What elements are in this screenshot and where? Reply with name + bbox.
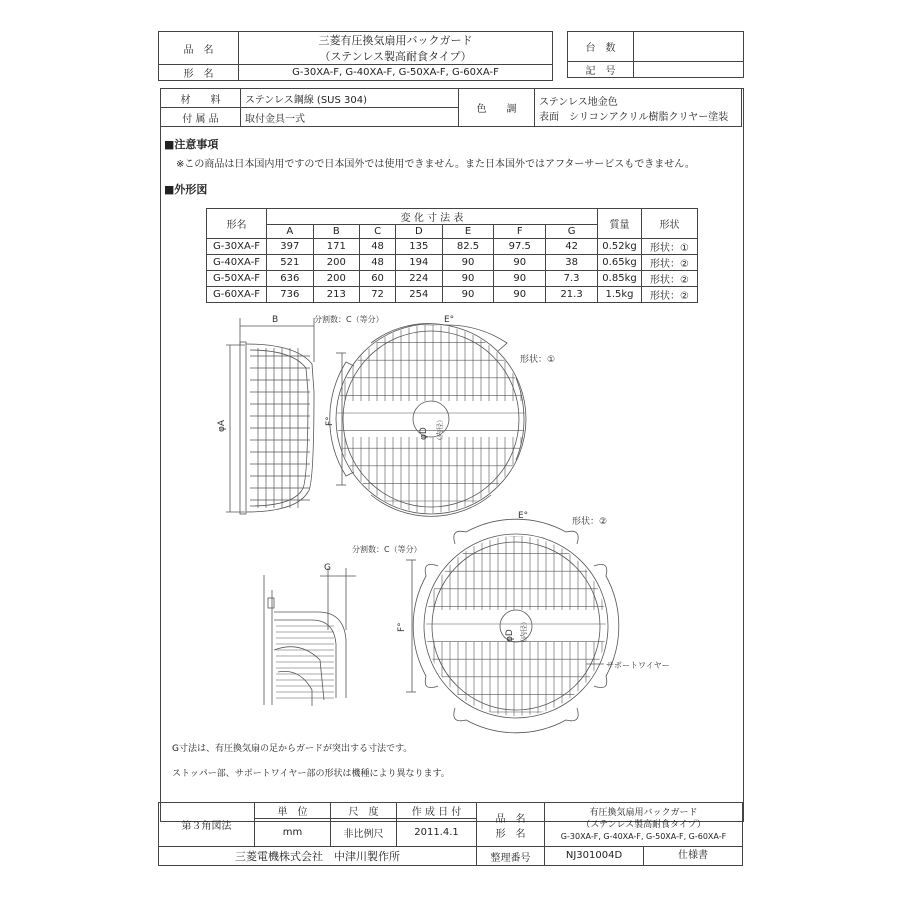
dim-value-cell: 736	[267, 287, 314, 303]
note-stopper: ストッパー部、サポートワイヤー部の形状は機種により異なります。	[172, 769, 450, 779]
name-value-line2: （ステンレス製高耐食タイプ）	[319, 50, 472, 63]
dim-col-header: C	[360, 225, 396, 239]
dim-value-cell: 7.3	[546, 271, 598, 287]
dim-value-cell: 97.5	[494, 239, 546, 255]
footer-model-label: 形 名	[495, 828, 526, 840]
footer-name-value	[545, 803, 743, 847]
center-d-2: φD	[505, 629, 515, 642]
ref-label: 整理番号	[477, 847, 545, 866]
model-label: 形 名	[159, 65, 239, 81]
division-label-1: 分割数：C（等分）	[314, 315, 384, 324]
dim-shape-cell: 形状：②	[642, 271, 698, 287]
dim-shape-cell: 形状：②	[642, 255, 698, 271]
color-value-line2: 表面 シリコンアクリル樹脂クリヤー塗装	[539, 111, 729, 123]
dim-value-cell: 42	[546, 239, 598, 255]
footer-name-model-labels	[477, 803, 545, 847]
date-value: 2011.4.1	[397, 819, 477, 847]
color-label: 色 調	[459, 89, 535, 127]
shape1-label: 形状：①	[520, 355, 556, 365]
note-g: G寸法は、有圧換気扇の足からガードが突出する寸法です。	[172, 744, 413, 754]
dim-f-label-2: F°	[397, 622, 407, 632]
dim-value-cell: 60	[360, 271, 396, 287]
notice-text: ※この商品は日本国内用ですので日本国外では使用できません。また日本国外ではアフターサービスもできません。	[176, 159, 695, 170]
dim-value-cell: 224	[396, 271, 443, 287]
dim-b-label: B	[272, 315, 279, 325]
division-label-2: 分割数：C（等分）	[352, 545, 422, 554]
notice-heading: ■注意事項	[164, 138, 219, 151]
accessory-label: 付 属 品	[161, 108, 241, 127]
footer-name-line2: （ステンレス製高耐食タイプ）	[581, 819, 706, 830]
dim-value-cell: 521	[267, 255, 314, 271]
dim-model-cell: G-60XA-F	[207, 287, 267, 303]
dim-value-cell: 90	[442, 271, 494, 287]
dim-value-cell: 82.5	[442, 239, 494, 255]
dim-value-cell: 48	[360, 239, 396, 255]
qty-label: 台 数	[568, 32, 634, 62]
dim-value-cell: 194	[396, 255, 443, 271]
front-view-2	[406, 519, 619, 733]
dim-col-header: F	[494, 225, 546, 239]
dim-value-cell: 90	[494, 287, 546, 303]
outline-heading: ■外形図	[164, 183, 208, 196]
dim-value-cell: 397	[267, 239, 314, 255]
center-inner-1: （内径）	[436, 416, 444, 444]
dim-value-cell: 90	[442, 287, 494, 303]
dim-value-cell: 90	[442, 255, 494, 271]
name-label: 品 名	[159, 32, 239, 65]
dim-shape-header: 形状	[642, 209, 698, 239]
dim-mass-cell: 0.85kg	[598, 271, 642, 287]
footer-name-line3: G-30XA-F, G-40XA-F, G-50XA-F, G-60XA-F	[560, 831, 727, 841]
unit-label: 単 位	[255, 803, 331, 819]
dim-mass-header: 質量	[598, 209, 642, 239]
material-value: ステンレス鋼線 (SUS 304)	[241, 89, 459, 108]
dim-value-cell: 171	[313, 239, 360, 255]
scale-label: 尺 度	[331, 803, 397, 819]
footer-table	[158, 802, 743, 866]
doc-type: 仕様書	[678, 850, 708, 861]
material-label: 材 料	[161, 89, 241, 108]
dim-value-cell: 200	[313, 271, 360, 287]
scale-value: 非比例尺	[331, 819, 397, 847]
dim-value-cell: 636	[267, 271, 314, 287]
projection: 第３角図法	[159, 803, 255, 847]
dim-value-cell: 254	[396, 287, 443, 303]
dim-value-cell: 21.3	[546, 287, 598, 303]
center-d-1: φD	[419, 427, 429, 440]
dim-col-header: D	[396, 225, 443, 239]
support-wire-label: サポートワイヤー	[606, 661, 670, 670]
color-value-line1: ステンレス地金色	[539, 96, 618, 108]
dim-a-label: φA	[217, 419, 227, 432]
dim-group-header: 変 化 寸 法 表	[267, 209, 598, 225]
dim-value-cell: 90	[494, 271, 546, 287]
dim-e-label-1: E°	[444, 315, 455, 325]
accessory-value: 取付金具一式	[241, 108, 459, 127]
dim-f-label-1: F°	[325, 416, 335, 426]
dim-value-cell: 72	[360, 287, 396, 303]
dim-col-header: G	[546, 225, 598, 239]
dim-value-cell: 38	[546, 255, 598, 271]
dim-model-header: 形名	[207, 209, 267, 239]
company: 三菱電機株式会社 中津川製作所	[159, 847, 477, 866]
dim-value-cell: 200	[313, 255, 360, 271]
dim-mass-cell: 1.5kg	[598, 287, 642, 303]
footer-name-line1: 有圧換気扇用バックガード	[589, 807, 698, 818]
dim-value-cell: 90	[494, 255, 546, 271]
ref-row	[545, 847, 743, 866]
mark-label: 記 号	[568, 62, 634, 78]
dim-model-cell: G-30XA-F	[207, 239, 267, 255]
side-view-2	[264, 568, 356, 706]
center-inner-2: （内径）	[520, 618, 528, 646]
unit-value: mm	[255, 819, 331, 847]
name-value-line1: 三菱有圧換気扇用バックガード	[318, 34, 473, 47]
footer-name-label: 品 名	[495, 813, 526, 825]
dim-shape-cell: 形状：①	[642, 239, 698, 255]
dim-col-header: A	[267, 225, 314, 239]
dim-value-cell: 135	[396, 239, 443, 255]
front-view-1	[330, 324, 526, 517]
dim-col-header: B	[313, 225, 360, 239]
dim-col-header: E	[442, 225, 494, 239]
shape2-label: 形状：②	[572, 517, 608, 527]
dim-model-cell: G-40XA-F	[207, 255, 267, 271]
dim-value-cell: 48	[360, 255, 396, 271]
ref-value: NJ301004D	[545, 847, 644, 865]
dim-value-cell: 213	[313, 287, 360, 303]
date-label: 作 成 日 付	[397, 803, 477, 819]
dim-shape-cell: 形状：②	[642, 287, 698, 303]
dim-e-label-2: E°	[518, 511, 529, 521]
dim-g-label: G	[324, 563, 331, 573]
dim-model-cell: G-50XA-F	[207, 271, 267, 287]
model-value: G-30XA-F, G-40XA-F, G-50XA-F, G-60XA-F	[239, 65, 553, 81]
dim-mass-cell: 0.52kg	[598, 239, 642, 255]
dim-mass-cell: 0.65kg	[598, 255, 642, 271]
